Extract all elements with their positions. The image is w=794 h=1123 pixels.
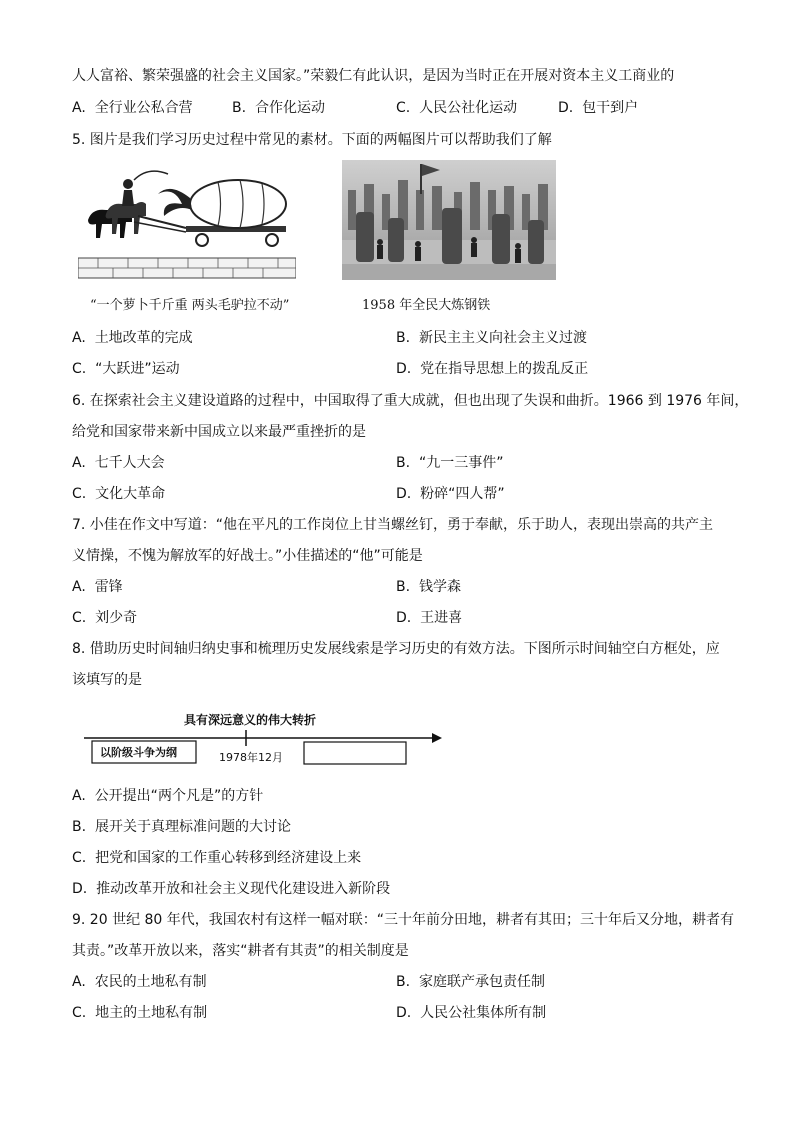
q6-option-d: D. 粉碎“四人帮” — [396, 486, 505, 502]
q6-stem-line2: 给党和国家带来新中国成立以来最严重挫折的是 — [72, 424, 366, 440]
q9-option-c: C. 地主的土地私有制 — [72, 1005, 208, 1021]
q9-option-d: D. 人民公社集体所有制 — [396, 1005, 547, 1021]
q8-stem-line1: 8. 借助历史时间轴归纳史事和梳理历史发展线索是学习历史的有效方法。下图所示时间轴空白方框处，应 — [72, 641, 720, 657]
q5-option-a: A. 土地改革的完成 — [72, 330, 193, 346]
q7-option-d: D. 王进喜 — [396, 610, 463, 626]
q9-option-a: A. 农民的土地私有制 — [72, 974, 207, 990]
timeline-blank-box — [304, 742, 406, 764]
q8-option-b: B. 展开关于真理标准问题的大讨论 — [72, 819, 291, 835]
q6-stem-line1: 6. 在探索社会主义建设道路的过程中，中国取得了重大成就，但也出现了失误和曲折。1966 到 1976 年间， — [72, 393, 749, 409]
timeline-left-label: 以阶级斗争为纲 — [100, 746, 177, 759]
q4-option-b: B. 合作化运动 — [232, 100, 325, 116]
radish-cartoon-image — [78, 160, 296, 284]
timeline-date-label: 1978年12月 — [219, 751, 283, 764]
q7-stem-line1: 7. 小佳在作文中写道：“他在平凡的工作岗位上甘当螺丝钉，勇于奉献，乐于助人，表现出崇高的共产主 — [72, 517, 714, 533]
q7-stem-line2: 义情操，不愧为解放军的好战士。”小佳描述的“他”可能是 — [72, 548, 423, 564]
q6-option-b: B. “九一三事件” — [396, 455, 504, 471]
q6-option-a: A. 七千人大会 — [72, 455, 165, 471]
q5-option-b: B. 新民主主义向社会主义过渡 — [396, 330, 587, 346]
q8-stem-line2: 该填写的是 — [72, 672, 142, 688]
image1-caption: “一个萝卜千斤重 两头毛驴拉不动” — [90, 298, 290, 313]
q8-option-a: A. 公开提出“两个凡是”的方针 — [72, 788, 264, 804]
q9-option-b: B. 家庭联产承包责任制 — [396, 974, 545, 990]
timeline-top-label: 具有深远意义的伟大转折 — [184, 713, 317, 727]
q8-option-d: D. 推动改革开放和社会主义现代化建设进入新阶段 — [72, 881, 391, 897]
q5-stem: 5. 图片是我们学习历史过程中常见的素材。下面的两幅图片可以帮助我们了解 — [72, 132, 552, 148]
image2-caption: 1958 年全民大炼钢铁 — [362, 298, 491, 313]
q7-option-c: C. 刘少奇 — [72, 610, 138, 626]
q9-stem-line2: 其责。”改革开放以来，落实“耕者有其责”的相关制度是 — [72, 943, 409, 959]
q5-option-c: C. “大跃进”运动 — [72, 361, 180, 377]
q7-option-b: B. 钱学森 — [396, 579, 461, 595]
q4-option-c: C. 人民公社化运动 — [396, 100, 518, 116]
q6-option-c: C. 文化大革命 — [72, 486, 166, 502]
q8-option-c: C. 把党和国家的工作重心转移到经济建设上来 — [72, 850, 362, 866]
q9-stem-line1: 9. 20 世纪 80 年代，我国农村有这样一幅对联：“三十年前分田地，耕者有其田；三十年后又分地，耕者有 — [72, 912, 735, 928]
q5-option-d: D. 党在指导思想上的拨乱反正 — [396, 361, 589, 377]
q4-option-d: D. 包干到户 — [558, 100, 639, 116]
q4-stem-tail: 人人富裕、繁荣强盛的社会主义国家。”荣毅仁有此认识，是因为当时正在开展对资本主义工商业的 — [72, 68, 675, 84]
q4-option-a: A. 全行业公私合营 — [72, 100, 193, 116]
q7-option-a: A. 雷锋 — [72, 579, 123, 595]
timeline-arrowhead — [432, 733, 442, 743]
steel-furnaces-photo — [342, 160, 556, 280]
